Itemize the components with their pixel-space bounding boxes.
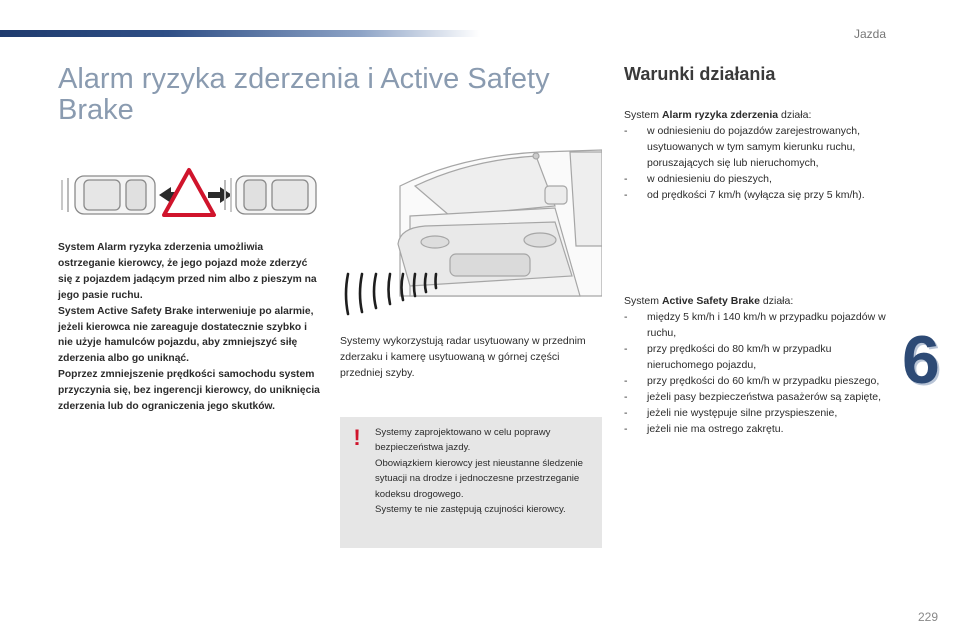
warning-paragraph: Systemy zaprojektowano w celu poprawy bezpieczeństwa jazdy. [375, 427, 551, 454]
page-number: 229 [917, 610, 938, 624]
list-item-text: jeżeli nie występuje silne przyspieszenie, [647, 407, 838, 419]
asb-conditions-lead [624, 293, 894, 309]
lead-suffix: działa: [778, 109, 812, 121]
alarm-conditions-list [624, 123, 894, 203]
conditions-heading: Warunki działania [624, 64, 776, 84]
warning-paragraph: Obowiązkiem kierowcy jest nieustanne śledzenie sytuacji na drodze i jednoczesne przestrzeganie kodeksu drogowego. [375, 457, 583, 500]
front-vehicle-icon [225, 176, 316, 214]
list-item: - w odniesieniu do pojazdów zarejestrowanych, usytuowanych w tym samym kierunku ruchu, poruszających się lub nieruchomych, [624, 125, 861, 169]
list-item: - od prędkości 7 km/h (wyłącza się przy 5 km/h). [624, 189, 865, 201]
van-radar-illustration [340, 146, 602, 324]
header-bar [0, 30, 480, 37]
list-item: - w odniesieniu do pieszych, [624, 173, 772, 185]
list-item: - jeżeli nie występuje silne przyspieszenie, [624, 407, 838, 419]
intro-paragraph: System Active Safety Brake interweniuje po alarmie, jeżeli kierowca nie zareaguje dostatecznie szybko i nie użyje hamulców pojazdu, aby zmniejszyć siłę zderzenia albo go uniknąć. [58, 305, 314, 365]
list-item-text: przy prędkości do 60 km/h w przypadku pieszego, [647, 375, 880, 387]
list-item-text: jeżeli nie ma ostrego zakrętu. [647, 423, 784, 435]
asb-conditions-list [624, 309, 894, 437]
intro-text [58, 240, 320, 415]
list-item-text: w odniesieniu do pojazdów zarejestrowanych, usytuowanych w tym samym kierunku ruchu, poruszających się lub nieruchomych, [647, 125, 861, 169]
list-item-text: jeżeli pasy bezpieczeństwa pasażerów są zapięte, [647, 391, 882, 403]
rear-vehicle-icon [62, 176, 155, 214]
intro-paragraph: System Alarm ryzyka zderzenia umożliwia ostrzeganie kierowcy, że jego pojazd może zderzyć się z pojazdem jadącym przed nim albo z pieszym na jego pasie ruchu. [58, 242, 317, 301]
van-body [398, 150, 602, 296]
list-item: - między 5 km/h i 140 km/h w przypadku pojazdów w ruchu, [624, 311, 886, 339]
page-title: Alarm ryzyka zderzenia i Active Safety Brake [58, 63, 550, 126]
lead-prefix: System [624, 109, 662, 121]
radar-description-text: Systemy wykorzystują radar usytuowany w przednim zderzaku i kamerę usytuowaną w górnej części przedniej szyby. [340, 335, 586, 379]
section-label: Jazda [853, 27, 886, 41]
warning-paragraph: Systemy te nie zastępują czujności kierowcy. [375, 504, 566, 516]
list-item-text: między 5 km/h i 140 km/h w przypadku pojazdów w ruchu, [647, 311, 886, 339]
list-item: - przy prędkości do 60 km/h w przypadku pieszego, [624, 375, 880, 387]
lead-suffix: działa: [760, 295, 794, 307]
system-name: Alarm ryzyka zderzenia [661, 109, 779, 121]
collision-warning-illustration [58, 166, 320, 224]
arrow-icon [208, 187, 232, 203]
chapter-number: 6 [902, 322, 940, 398]
list-item: - jeżeli nie ma ostrego zakrętu. [624, 423, 784, 435]
alarm-conditions-lead [624, 107, 894, 123]
list-item: - jeżeli pasy bezpieczeństwa pasażerów są zapięte, [624, 391, 882, 403]
exclamation-icon: ! [353, 425, 361, 450]
system-name: Active Safety Brake [661, 295, 760, 307]
list-item-text: przy prędkości do 80 km/h w przypadku nieruchomego pojazdu, [647, 343, 832, 371]
warning-box [340, 417, 602, 548]
list-item: - przy prędkości do 80 km/h w przypadku nieruchomego pojazdu, [624, 343, 832, 371]
intro-paragraph: Poprzez zmniejszenie prędkości samochodu system przyczynia się, bez ingerencji kierowcy, do uniknięcia zderzenia lub do ograniczenia jego skutków. [58, 369, 320, 413]
warning-text [375, 425, 597, 517]
lead-prefix: System [624, 295, 662, 307]
list-item-text: od prędkości 7 km/h (wyłącza się przy 5 km/h). [647, 189, 865, 201]
radar-description [340, 333, 590, 381]
alarm-conditions [624, 107, 894, 203]
list-item-text: w odniesieniu do pieszych, [647, 173, 772, 185]
asb-conditions [624, 293, 894, 437]
